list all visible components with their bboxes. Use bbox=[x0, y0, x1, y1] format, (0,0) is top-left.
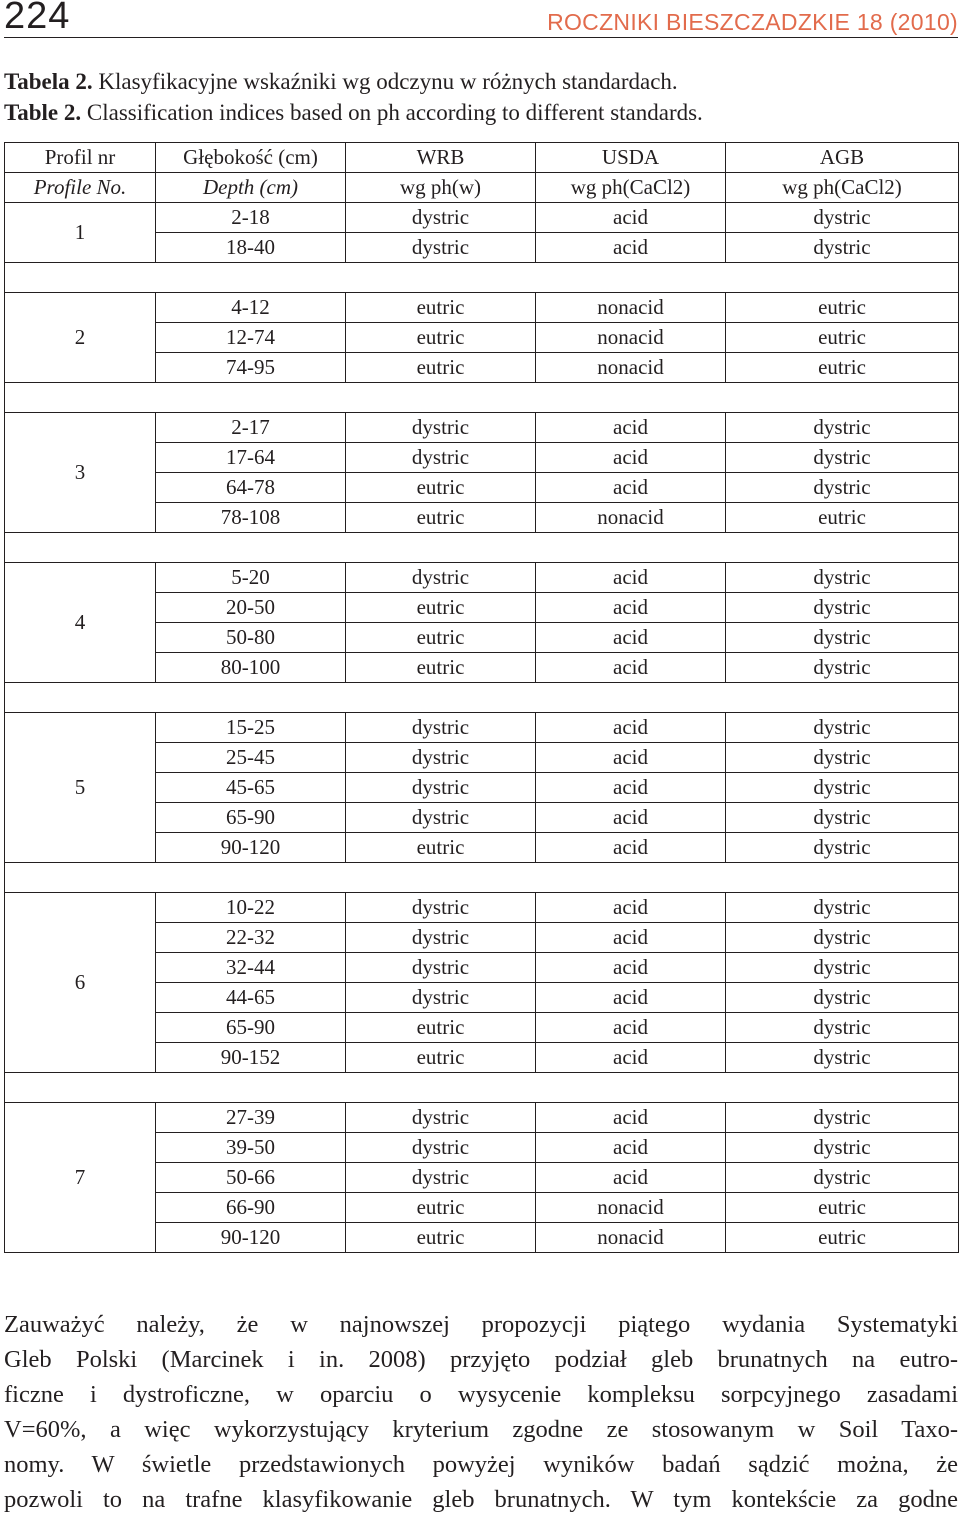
cell-agb: dystric bbox=[726, 713, 959, 743]
table-row bbox=[5, 893, 959, 923]
cell-agb: dystric bbox=[726, 623, 959, 653]
cell-depth: 39-50 bbox=[156, 1133, 346, 1163]
cell-usda: acid bbox=[536, 1133, 726, 1163]
cell-wrb: dystric bbox=[346, 203, 536, 233]
cell-usda: nonacid bbox=[536, 353, 726, 383]
caption-pl-label: Tabela 2. bbox=[4, 69, 93, 94]
cell-wrb: eutric bbox=[346, 473, 536, 503]
cell-depth: 78-108 bbox=[156, 503, 346, 533]
cell-depth: 44-65 bbox=[156, 983, 346, 1013]
cell-wrb: dystric bbox=[346, 923, 536, 953]
table-caption bbox=[4, 66, 703, 128]
cell-depth: 2-17 bbox=[156, 413, 346, 443]
cell-agb: dystric bbox=[726, 413, 959, 443]
profile-number: 2 bbox=[5, 293, 156, 383]
cell-depth: 15-25 bbox=[156, 713, 346, 743]
separator-cell bbox=[5, 1073, 959, 1103]
cell-agb: dystric bbox=[726, 473, 959, 503]
header-profile: Profil nr bbox=[5, 143, 156, 173]
separator-row bbox=[5, 383, 959, 413]
cell-usda: acid bbox=[536, 923, 726, 953]
cell-depth: 27-39 bbox=[156, 1103, 346, 1133]
cell-wrb: dystric bbox=[346, 233, 536, 263]
paragraph-line: nomy. W świetle przedstawionych powyżej wyników badań sądzić można, że bbox=[4, 1451, 958, 1478]
table-row bbox=[5, 203, 959, 233]
cell-agb: dystric bbox=[726, 773, 959, 803]
separator-cell bbox=[5, 263, 959, 293]
cell-agb: dystric bbox=[726, 443, 959, 473]
cell-agb: eutric bbox=[726, 293, 959, 323]
separator-row bbox=[5, 863, 959, 893]
cell-agb: dystric bbox=[726, 563, 959, 593]
cell-depth: 5-20 bbox=[156, 563, 346, 593]
header-usda-sub: wg ph(CaCl2) bbox=[536, 173, 726, 203]
profile-number: 5 bbox=[5, 713, 156, 863]
cell-agb: eutric bbox=[726, 1193, 959, 1223]
cell-agb: dystric bbox=[726, 203, 959, 233]
header-usda: USDA bbox=[536, 143, 726, 173]
cell-depth: 20-50 bbox=[156, 593, 346, 623]
cell-wrb: dystric bbox=[346, 893, 536, 923]
cell-depth: 50-66 bbox=[156, 1163, 346, 1193]
cell-depth: 90-120 bbox=[156, 833, 346, 863]
cell-usda: acid bbox=[536, 203, 726, 233]
cell-agb: dystric bbox=[726, 923, 959, 953]
cell-agb: dystric bbox=[726, 1103, 959, 1133]
profile-number: 6 bbox=[5, 893, 156, 1073]
caption-polish bbox=[4, 66, 703, 97]
cell-usda: acid bbox=[536, 743, 726, 773]
cell-wrb: dystric bbox=[346, 1133, 536, 1163]
cell-depth: 66-90 bbox=[156, 1193, 346, 1223]
cell-usda: acid bbox=[536, 1103, 726, 1133]
cell-usda: acid bbox=[536, 443, 726, 473]
cell-agb: dystric bbox=[726, 743, 959, 773]
cell-depth: 80-100 bbox=[156, 653, 346, 683]
cell-depth: 90-152 bbox=[156, 1043, 346, 1073]
cell-wrb: dystric bbox=[346, 413, 536, 443]
separator-cell bbox=[5, 383, 959, 413]
table-row bbox=[5, 293, 959, 323]
profile-number: 3 bbox=[5, 413, 156, 533]
cell-wrb: eutric bbox=[346, 293, 536, 323]
cell-depth: 74-95 bbox=[156, 353, 346, 383]
cell-usda: acid bbox=[536, 623, 726, 653]
caption-english bbox=[4, 97, 703, 128]
cell-wrb: dystric bbox=[346, 443, 536, 473]
cell-usda: nonacid bbox=[536, 1193, 726, 1223]
cell-depth: 32-44 bbox=[156, 953, 346, 983]
paragraph-line: V=60%, a więc wykorzystujący kryterium zgodne ze stosowanym w Soil Taxo- bbox=[4, 1416, 958, 1443]
cell-usda: acid bbox=[536, 803, 726, 833]
cell-usda: acid bbox=[536, 713, 726, 743]
cell-usda: acid bbox=[536, 953, 726, 983]
header-depth-en: Depth (cm) bbox=[156, 173, 346, 203]
cell-agb: eutric bbox=[726, 353, 959, 383]
body-paragraph bbox=[4, 1307, 958, 1517]
separator-cell bbox=[5, 683, 959, 713]
cell-agb: dystric bbox=[726, 653, 959, 683]
header-agb-sub: wg ph(CaCl2) bbox=[726, 173, 959, 203]
table-row bbox=[5, 563, 959, 593]
cell-usda: acid bbox=[536, 983, 726, 1013]
cell-agb: dystric bbox=[726, 1163, 959, 1193]
cell-agb: dystric bbox=[726, 1013, 959, 1043]
separator-cell bbox=[5, 533, 959, 563]
cell-usda: nonacid bbox=[536, 503, 726, 533]
cell-usda: acid bbox=[536, 563, 726, 593]
header-wrb: WRB bbox=[346, 143, 536, 173]
cell-depth: 4-12 bbox=[156, 293, 346, 323]
cell-agb: dystric bbox=[726, 893, 959, 923]
cell-wrb: eutric bbox=[346, 1043, 536, 1073]
cell-agb: eutric bbox=[726, 323, 959, 353]
header-agb: AGB bbox=[726, 143, 959, 173]
cell-wrb: eutric bbox=[346, 593, 536, 623]
paragraph-line: ficzne i dystroficzne, w oparciu o wysycenie kompleksu sorpcyjnego zasadami bbox=[4, 1381, 958, 1408]
cell-usda: acid bbox=[536, 1163, 726, 1193]
cell-wrb: dystric bbox=[346, 773, 536, 803]
cell-agb: dystric bbox=[726, 803, 959, 833]
table-row bbox=[5, 1103, 959, 1133]
cell-wrb: eutric bbox=[346, 653, 536, 683]
cell-wrb: dystric bbox=[346, 803, 536, 833]
cell-wrb: dystric bbox=[346, 713, 536, 743]
cell-agb: dystric bbox=[726, 833, 959, 863]
table-row bbox=[5, 713, 959, 743]
journal-title: ROCZNIKI BIESZCZADZKIE 18 (2010) bbox=[547, 9, 958, 35]
page-number: 224 bbox=[4, 0, 71, 37]
cell-agb: dystric bbox=[726, 983, 959, 1013]
profile-number: 7 bbox=[5, 1103, 156, 1253]
header-profile-en: Profile No. bbox=[5, 173, 156, 203]
cell-agb: dystric bbox=[726, 1043, 959, 1073]
cell-usda: acid bbox=[536, 893, 726, 923]
separator-row bbox=[5, 533, 959, 563]
cell-wrb: eutric bbox=[346, 1193, 536, 1223]
paragraph-line: Zauważyć należy, że w najnowszej propozycji piątego wydania Systematyki bbox=[4, 1311, 958, 1338]
cell-depth: 65-90 bbox=[156, 1013, 346, 1043]
cell-depth: 64-78 bbox=[156, 473, 346, 503]
cell-depth: 45-65 bbox=[156, 773, 346, 803]
cell-usda: nonacid bbox=[536, 293, 726, 323]
cell-usda: acid bbox=[536, 1043, 726, 1073]
cell-usda: acid bbox=[536, 413, 726, 443]
table-subheader-row bbox=[5, 173, 959, 203]
cell-wrb: eutric bbox=[346, 1013, 536, 1043]
cell-depth: 18-40 bbox=[156, 233, 346, 263]
separator-row bbox=[5, 683, 959, 713]
separator-row bbox=[5, 263, 959, 293]
separator-row bbox=[5, 1073, 959, 1103]
cell-usda: acid bbox=[536, 233, 726, 263]
cell-agb: eutric bbox=[726, 503, 959, 533]
cell-usda: acid bbox=[536, 833, 726, 863]
cell-wrb: eutric bbox=[346, 623, 536, 653]
cell-agb: eutric bbox=[726, 1223, 959, 1253]
separator-cell bbox=[5, 863, 959, 893]
cell-wrb: dystric bbox=[346, 563, 536, 593]
caption-en-label: Table 2. bbox=[4, 100, 82, 125]
caption-pl-text: Klasyfikacyjne wskaźniki wg odczynu w różnych standardach. bbox=[92, 69, 678, 94]
paragraph-line: pozwoli to na trafne klasyfikowanie gleb brunatnych. W tym kontekście za godne bbox=[4, 1486, 958, 1513]
cell-depth: 22-32 bbox=[156, 923, 346, 953]
cell-wrb: dystric bbox=[346, 743, 536, 773]
cell-depth: 12-74 bbox=[156, 323, 346, 353]
cell-depth: 17-64 bbox=[156, 443, 346, 473]
cell-agb: dystric bbox=[726, 593, 959, 623]
profile-number: 4 bbox=[5, 563, 156, 683]
cell-depth: 25-45 bbox=[156, 743, 346, 773]
cell-depth: 2-18 bbox=[156, 203, 346, 233]
cell-wrb: dystric bbox=[346, 953, 536, 983]
header-depth: Głębokość (cm) bbox=[156, 143, 346, 173]
cell-usda: acid bbox=[536, 593, 726, 623]
paragraph-line: Gleb Polski (Marcinek i in. 2008) przyjęto podział gleb brunatnych na eutro- bbox=[4, 1346, 958, 1373]
table-row bbox=[5, 413, 959, 443]
profile-number: 1 bbox=[5, 203, 156, 263]
cell-usda: nonacid bbox=[536, 323, 726, 353]
cell-wrb: eutric bbox=[346, 323, 536, 353]
cell-wrb: dystric bbox=[346, 983, 536, 1013]
cell-depth: 10-22 bbox=[156, 893, 346, 923]
cell-usda: acid bbox=[536, 1013, 726, 1043]
cell-depth: 65-90 bbox=[156, 803, 346, 833]
cell-usda: acid bbox=[536, 773, 726, 803]
caption-en-text: Classification indices based on ph according to different standards. bbox=[81, 100, 703, 125]
cell-wrb: eutric bbox=[346, 1223, 536, 1253]
classification-table bbox=[4, 142, 959, 1253]
header-wrb-sub: wg ph(w) bbox=[346, 173, 536, 203]
page-header bbox=[4, 0, 958, 38]
cell-agb: dystric bbox=[726, 233, 959, 263]
cell-depth: 50-80 bbox=[156, 623, 346, 653]
cell-usda: nonacid bbox=[536, 1223, 726, 1253]
cell-wrb: eutric bbox=[346, 503, 536, 533]
cell-wrb: eutric bbox=[346, 833, 536, 863]
cell-depth: 90-120 bbox=[156, 1223, 346, 1253]
table-header-row bbox=[5, 143, 959, 173]
cell-wrb: eutric bbox=[346, 353, 536, 383]
cell-usda: acid bbox=[536, 653, 726, 683]
cell-agb: dystric bbox=[726, 1133, 959, 1163]
cell-wrb: dystric bbox=[346, 1163, 536, 1193]
cell-agb: dystric bbox=[726, 953, 959, 983]
cell-usda: acid bbox=[536, 473, 726, 503]
cell-wrb: dystric bbox=[346, 1103, 536, 1133]
